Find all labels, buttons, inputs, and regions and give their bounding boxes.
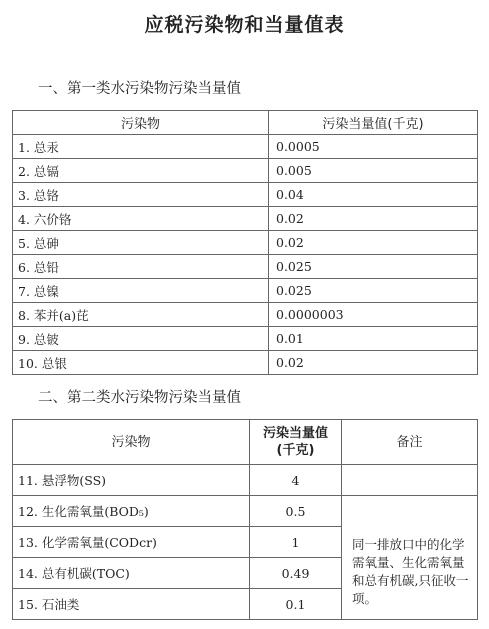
- pollutant-name-cell: 5. 总砷: [13, 231, 269, 255]
- pollutant-name-cell: 4. 六价铬: [13, 207, 269, 231]
- table-row: [13, 231, 478, 255]
- column-header-note: 备注: [342, 420, 478, 465]
- table-row: [13, 255, 478, 279]
- column-header-pollutant: 污染物: [13, 111, 269, 135]
- equivalent-value-cell: 0.0000003: [269, 303, 478, 327]
- table-row: [13, 496, 478, 527]
- table-row: [13, 207, 478, 231]
- pollutant-name-cell: 6. 总铅: [13, 255, 269, 279]
- pollutant-name-cell: 15. 石油类: [13, 589, 250, 620]
- equivalent-value-cell: 0.025: [269, 279, 478, 303]
- pollutant-name-cell: 7. 总镍: [13, 279, 269, 303]
- note-cell-empty: [342, 465, 478, 496]
- pollutant-name-cell: 9. 总铍: [13, 327, 269, 351]
- section-heading-class-two: 二、第二类水污染物污染当量值: [38, 390, 241, 406]
- equivalent-value-cell: 0.005: [269, 159, 478, 183]
- pollutant-name-cell: 2. 总镉: [13, 159, 269, 183]
- equivalent-value-cell: 4: [250, 465, 342, 496]
- table-row: [13, 465, 478, 496]
- column-header-equivalent-value: 污染当量值(千克): [269, 111, 478, 135]
- pollutant-name-cell: 13. 化学需氧量(CODcr): [13, 527, 250, 558]
- section-heading-class-one: 一、第一类水污染物污染当量值: [38, 81, 241, 97]
- class-one-pollutant-table: [12, 110, 478, 375]
- table-row: [13, 159, 478, 183]
- table-header-row: [13, 420, 478, 465]
- pollutant-name-cell: 12. 生化需氧量(BOD₅): [13, 496, 250, 527]
- equivalent-value-cell: 0.02: [269, 351, 478, 375]
- equivalent-value-cell: 0.0005: [269, 135, 478, 159]
- equivalent-value-cell: 0.04: [269, 183, 478, 207]
- column-header-value-line1: 污染当量值: [262, 426, 328, 441]
- equivalent-value-cell: 0.5: [250, 496, 342, 527]
- note-cell: 同一排放口中的化学需氧量、生化需氧量和总有机碳,只征收一项。: [342, 496, 478, 620]
- pollutant-name-cell: 10. 总银: [13, 351, 269, 375]
- class-two-pollutant-table: [12, 419, 478, 620]
- table-row: [13, 135, 478, 159]
- table-row: [13, 183, 478, 207]
- pollutant-name-cell: 14. 总有机碳(TOC): [13, 558, 250, 589]
- table-row: [13, 279, 478, 303]
- pollutant-name-cell: 11. 悬浮物(SS): [13, 465, 250, 496]
- equivalent-value-cell: 1: [250, 527, 342, 558]
- pollutant-name-cell: 1. 总汞: [13, 135, 269, 159]
- equivalent-value-cell: 0.49: [250, 558, 342, 589]
- equivalent-value-cell: 0.02: [269, 207, 478, 231]
- table-row: [13, 351, 478, 375]
- table-row: [13, 327, 478, 351]
- equivalent-value-cell: 0.1: [250, 589, 342, 620]
- pollutant-name-cell: 3. 总铬: [13, 183, 269, 207]
- column-header-value-line2: (千克): [276, 443, 315, 458]
- table-row: [13, 303, 478, 327]
- equivalent-value-cell: 0.02: [269, 231, 478, 255]
- equivalent-value-cell: 0.01: [269, 327, 478, 351]
- column-header-pollutant: 污染物: [13, 420, 250, 465]
- table-header-row: [13, 111, 478, 135]
- column-header-equivalent-value: [250, 420, 342, 465]
- pollutant-name-cell: 8. 苯并(a)芘: [13, 303, 269, 327]
- page-title: 应税污染物和当量值表: [144, 14, 345, 36]
- equivalent-value-cell: 0.025: [269, 255, 478, 279]
